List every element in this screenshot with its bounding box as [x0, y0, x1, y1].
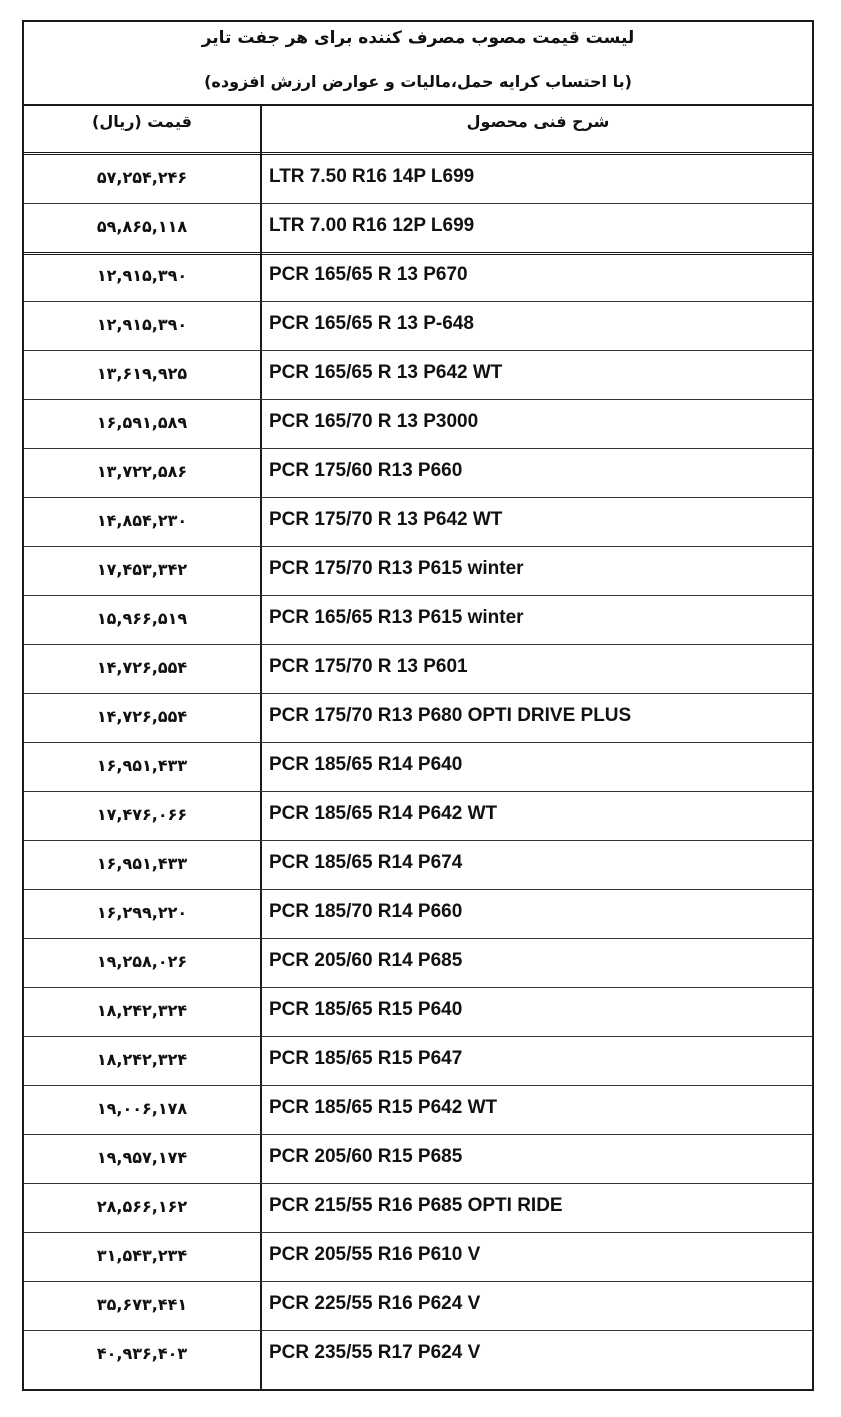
- row-description: PCR 205/55 R16 P610 V: [269, 1244, 481, 1265]
- row-description: PCR 165/65 R 13 P670: [269, 264, 468, 285]
- row-price: ۱۴,۷۲۶,۵۵۴: [96, 658, 188, 677]
- table-row: [24, 1085, 812, 1135]
- row-description: PCR 185/65 R15 P640: [269, 999, 463, 1020]
- row-description: PCR 205/60 R15 P685: [269, 1146, 463, 1167]
- row-description: PCR 185/65 R14 P640: [269, 754, 463, 775]
- table-row: [24, 497, 812, 547]
- table-row: [24, 791, 812, 841]
- row-price: ۱۴,۸۵۴,۲۳۰: [96, 511, 188, 530]
- table-row: [24, 399, 812, 449]
- table-row: [24, 742, 812, 792]
- row-description: PCR 175/70 R 13 P642 WT: [269, 509, 503, 530]
- row-description: LTR 7.50 R16 14P L699: [269, 166, 475, 187]
- row-price: ۱۸,۲۴۲,۳۲۴: [96, 1050, 188, 1069]
- table-row: [24, 595, 812, 645]
- table-row: [24, 546, 812, 596]
- table-row: [24, 154, 812, 204]
- row-price: ۱۹,۹۵۷,۱۷۴: [96, 1148, 188, 1167]
- table-row: [24, 448, 812, 498]
- row-price: ۵۷,۲۵۴,۲۴۶: [96, 168, 188, 187]
- table-row: [24, 350, 812, 400]
- table-row: [24, 1036, 812, 1086]
- table-row: [24, 1134, 812, 1184]
- page-subtitle: (با احتساب کرایه حمل،مالیات و عوارض ارزش افزوده): [204, 72, 632, 91]
- table-row: [24, 693, 812, 743]
- header-description: شرح فنی محصول: [466, 112, 610, 131]
- row-price: ۱۵,۹۶۶,۵۱۹: [96, 609, 188, 628]
- row-description: PCR 165/65 R 13 P-648: [269, 313, 474, 334]
- page-title: لیست قیمت مصوب مصرف کننده برای هر جفت تایر: [201, 28, 635, 48]
- row-description: PCR 185/65 R14 P674: [269, 852, 463, 873]
- row-price: ۳۱,۵۴۳,۲۳۴: [96, 1246, 188, 1265]
- row-description: PCR 165/65 R13 P615 winter: [269, 607, 524, 628]
- row-price: ۱۷,۴۵۳,۳۴۲: [96, 560, 188, 579]
- row-description: PCR 185/65 R15 P642 WT: [269, 1097, 498, 1118]
- row-price: ۱۹,۰۰۶,۱۷۸: [96, 1099, 188, 1118]
- row-description: PCR 185/70 R14 P660: [269, 901, 463, 922]
- row-description: PCR 215/55 R16 P685 OPTI RIDE: [269, 1195, 563, 1216]
- row-description: PCR 235/55 R17 P624 V: [269, 1342, 481, 1363]
- row-price: ۱۹,۲۵۸,۰۲۶: [96, 952, 188, 971]
- row-price: ۱۶,۹۵۱,۴۳۳: [96, 854, 188, 873]
- row-description: PCR 165/65 R 13 P642 WT: [269, 362, 503, 383]
- row-description: PCR 175/70 R 13 P601: [269, 656, 468, 677]
- table-row: [24, 987, 812, 1037]
- row-price: ۱۲,۹۱۵,۳۹۰: [96, 315, 188, 334]
- row-description: PCR 175/70 R13 P615 winter: [269, 558, 524, 579]
- header-price: قیمت (ریال): [92, 112, 192, 131]
- row-price: ۱۴,۷۲۶,۵۵۴: [96, 707, 188, 726]
- table-header: [24, 104, 812, 155]
- row-price: ۱۲,۹۱۵,۳۹۰: [96, 266, 188, 285]
- price-list-table: [22, 20, 814, 1391]
- title-block: [24, 22, 812, 106]
- table-row: [24, 644, 812, 694]
- table-row: [24, 1232, 812, 1282]
- row-price: ۱۶,۲۹۹,۲۲۰: [96, 903, 188, 922]
- table-row: [24, 252, 812, 302]
- table-row: [24, 889, 812, 939]
- table-row: [24, 1281, 812, 1331]
- table-row: [24, 203, 812, 255]
- table-row: [24, 938, 812, 988]
- row-description: PCR 185/65 R14 P642 WT: [269, 803, 498, 824]
- row-price: ۳۵,۶۷۳,۴۴۱: [96, 1295, 188, 1314]
- table-row: [24, 1330, 812, 1379]
- row-description: LTR 7.00 R16 12P L699: [269, 215, 475, 236]
- row-description: PCR 205/60 R14 P685: [269, 950, 463, 971]
- row-price: ۱۶,۹۵۱,۴۳۳: [96, 756, 188, 775]
- row-description: PCR 165/70 R 13 P3000: [269, 411, 479, 432]
- row-price: ۱۶,۵۹۱,۵۸۹: [96, 413, 188, 432]
- table-row: [24, 1183, 812, 1233]
- row-price: ۵۹,۸۶۵,۱۱۸: [96, 217, 188, 236]
- table-row: [24, 840, 812, 890]
- row-description: PCR 225/55 R16 P624 V: [269, 1293, 481, 1314]
- row-description: PCR 175/60 R13 P660: [269, 460, 463, 481]
- row-price: ۴۰,۹۳۶,۴۰۳: [96, 1344, 188, 1363]
- row-price: ۱۸,۲۴۲,۳۲۴: [96, 1001, 188, 1020]
- table-row: [24, 301, 812, 351]
- row-description: PCR 185/65 R15 P647: [269, 1048, 463, 1069]
- row-price: ۱۳,۶۱۹,۹۲۵: [96, 364, 188, 383]
- row-price: ۱۳,۷۲۲,۵۸۶: [96, 462, 188, 481]
- row-price: ۲۸,۵۶۶,۱۶۲: [96, 1197, 188, 1216]
- row-description: PCR 175/70 R13 P680 OPTI DRIVE PLUS: [269, 705, 632, 726]
- row-price: ۱۷,۴۷۶,۰۶۶: [96, 805, 188, 824]
